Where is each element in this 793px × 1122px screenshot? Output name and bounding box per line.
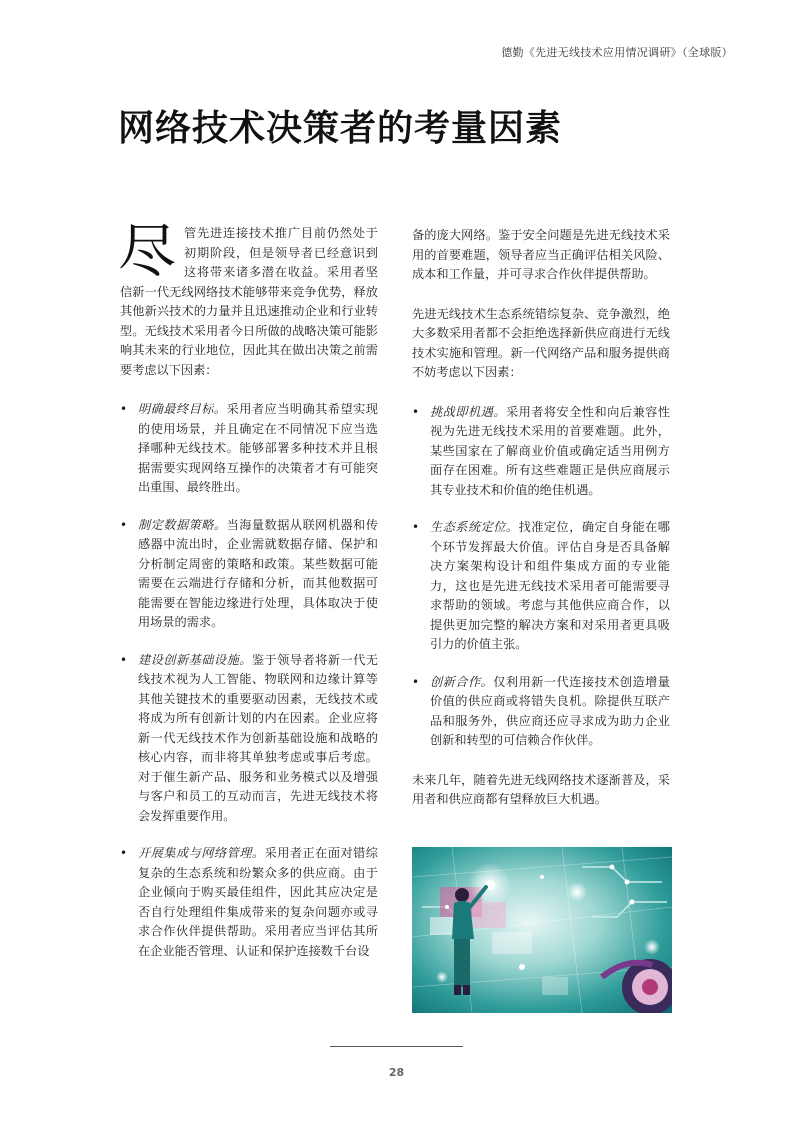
vendor-considerations-list [412,403,670,751]
adopter-considerations-list [120,400,378,961]
list-item [412,403,670,501]
intro-paragraph [118,217,378,380]
bullet-text: 当海量数据从联网机器和传感器中流出时，企业需就数据存储、保护和分析制定周密的策略和政策。某些数据可能需要在云端进行存储和分析，而其他数据可能需要在智能边缘进行处理，具体取决于使用场景的需求。 [138,517,378,629]
vendor-intro-paragraph: 先进无线技术生态系统错综复杂、竞争激烈，绝大多数采用者都不会拒绝选择新供应商进行无线技术实施和管理。新一代网络产品和服务提供商不妨考虑以下因素： [412,306,670,379]
list-item [120,400,378,498]
list-item [412,518,670,655]
bullet-text: 鉴于领导者将新一代无线技术视为人工智能、物联网和边缘计算等其他关键技术的重要驱动因素，无线技术或将成为所有创新计划的内在因素。企业应将新一代无线技术作为创新基础设施和战略的核心内容，而非将其单独考虑或事后考虑。对于催生新产品、服务和业务模式以及增强与客户和员工的互动而言，先进无线技术将会发挥重要作用。 [138,652,378,823]
bullet-term: 生态系统定位。 [430,520,519,534]
bullet-text: 采用者将安全性和向后兼容性视为先进无线技术采用的首要难题。此外，某些国家在了解商业价值或确定适当用例方面存在困难。所有这些难题正是供应商展示其专业技术和价值的绝佳机遇。 [430,404,670,497]
bullet-icon: • [412,520,420,534]
closing-paragraph: 未来几年，随着先进无线网络技术逐渐普及，采用者和供应商都有望释放巨大机遇。 [412,772,670,806]
bullet-text: 找准定位，确定自身能在哪个环节发挥最大价值。评估自身是否具备解决方案架构设计和组件集成方面的专业能力，这也是先进无线技术采用者可能需要寻求帮助的领域。考虑与其他供应商合作，以提供更加完整的解决方案和对采用者更具吸引力的价值主张。 [430,520,670,651]
bullet-text: 仅利用新一代连接技术创造增量价值的供应商或将错失良机。除提供互联产品和服务外，供应商还应寻求成为助力企业创新和转型的可信赖合作伙伴。 [430,674,670,747]
list-item [120,651,378,827]
list-item [412,673,670,751]
page-title: 网络技术决策者的考量因素 [118,108,563,149]
list-item [120,844,378,961]
bullet-icon: • [120,846,128,860]
bullet-icon: • [120,652,128,667]
continuation-paragraph: 备的庞大网络。鉴于安全问题是先进无线技术采用的首要难题，领导者应当正确评估相关风险、成本和工作量，并可寻求合作伙伴提供帮助。 [412,228,670,281]
intro-text: 管先进连接技术推广目前仍然处于初期阶段，但是领导者已经意识到这将带来诸多潜在收益。采用者坚信新一代无线网络技术能够带来竞争优势，释放其他新兴技术的力量并且迅速推动企业和行业转型。无线技术采用者今日所做的战略决策可能影响其未来的行业地位，因此其在做出决策之前需要考虑以下因素： [120,226,378,377]
right-column [412,226,670,830]
bullet-term: 开展集成与网络管理。 [138,846,265,860]
bullet-icon: • [412,674,420,689]
bullet-term: 挑战即机遇。 [430,404,506,419]
bullet-icon: • [412,404,420,419]
page-number: 28 [388,1066,405,1079]
left-column [118,217,378,981]
running-header: 德勤《先进无线技术应用情况调研》（全球版） [501,46,733,59]
bullet-term: 建设创新基础设施。 [138,652,252,667]
footer-divider [330,1046,463,1047]
bullet-term: 明确最终目标。 [138,402,227,416]
bullet-icon: • [120,517,128,532]
illustration-graphic [412,847,672,1013]
tech-illustration [412,847,672,1013]
bullet-icon: • [120,402,128,416]
drop-cap: 尽 [118,217,177,285]
bullet-term: 创新合作。 [430,674,494,689]
bullet-text: 采用者正在面对错综复杂的生态系统和纷繁众多的供应商。由于企业倾向于购买最佳组件，因此其应决定是否自行处理组件集成带来的复杂问题亦或寻求合作伙伴提供帮助。采用者应当评估其所在企业能否管理、认证和保护连接数千台设 [138,846,378,958]
bullet-term: 制定数据策略。 [138,517,227,532]
list-item [120,516,378,633]
bullet-text: 采用者应当明确其希望实现的使用场景，并且确定在不同情况下应当选择哪种无线技术。能够部署多种技术并且根据需要实现网络互操作的决策者才有可能突出重围、最终胜出。 [138,402,378,494]
